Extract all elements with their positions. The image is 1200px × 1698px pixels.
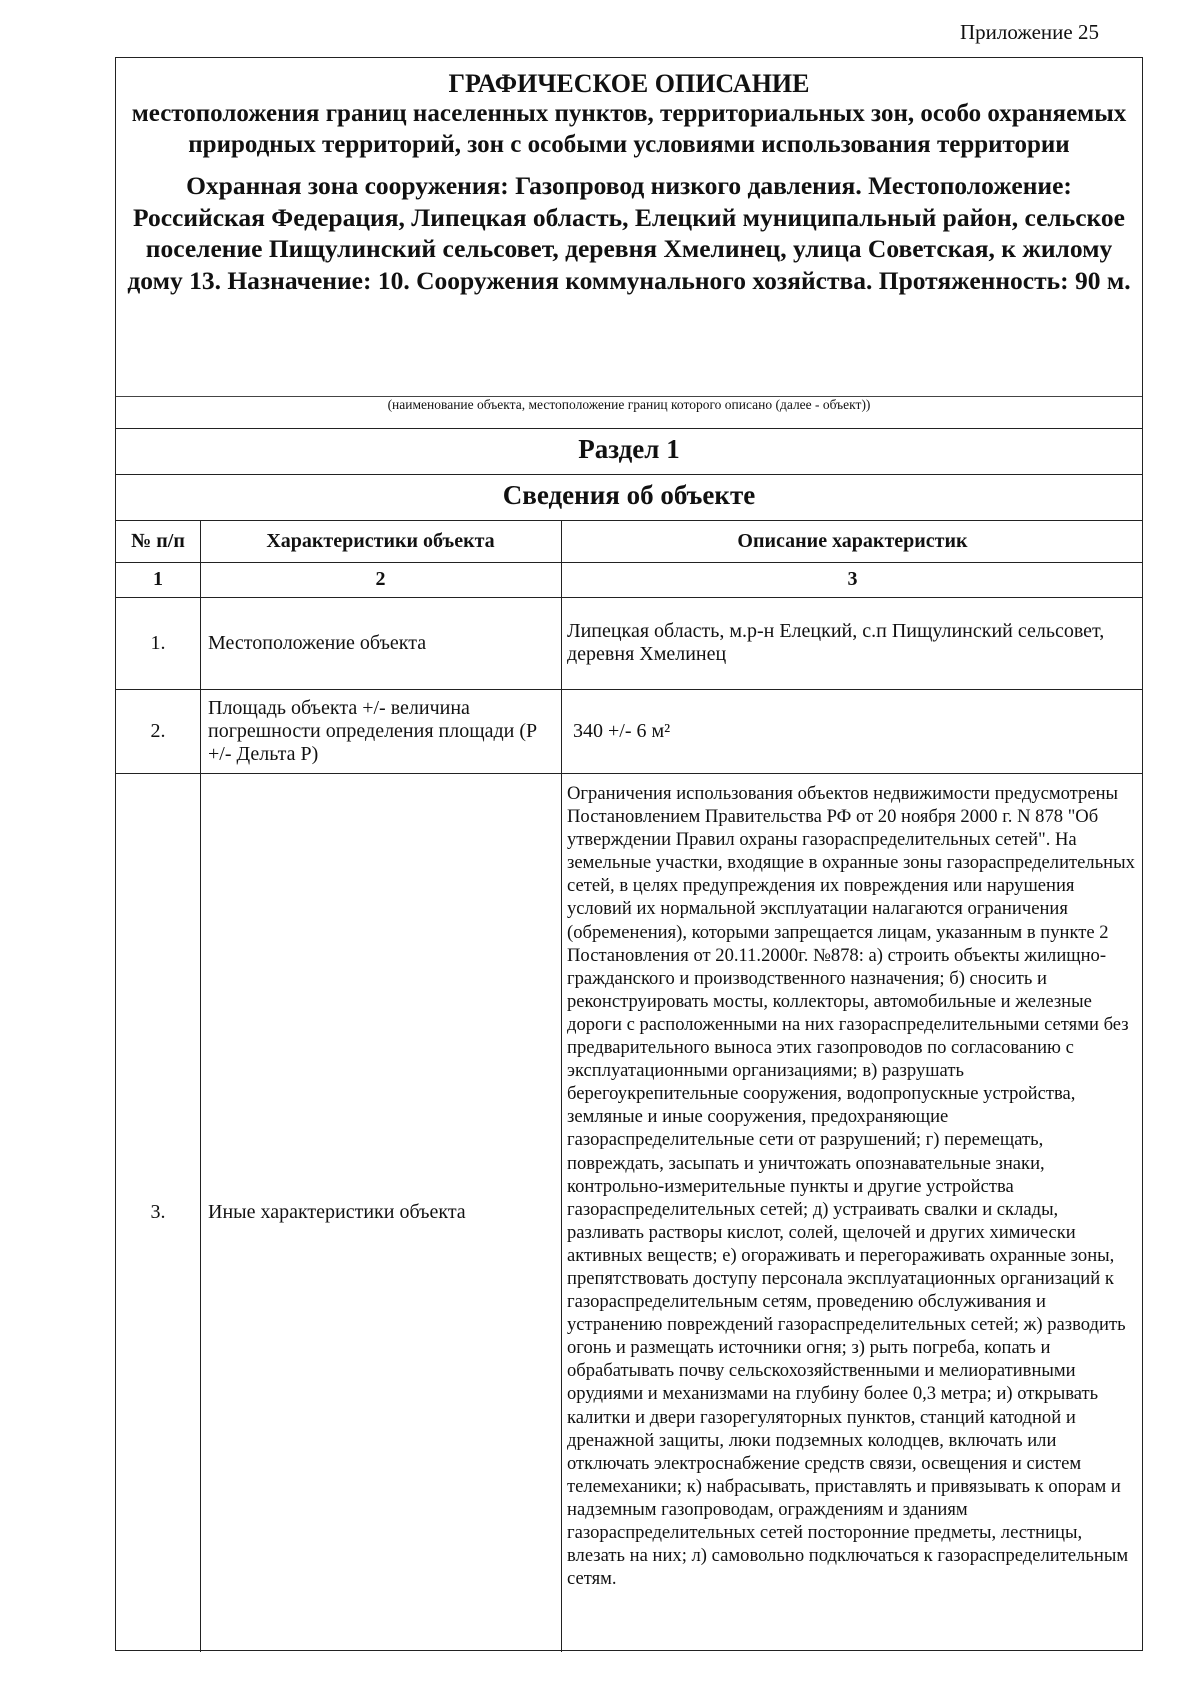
row-characteristic: Площадь объекта +/- величина погрешности определения площади (Р +/- Дельта Р) — [208, 696, 538, 765]
row-characteristic: Местоположение объекта — [208, 631, 427, 654]
appendix-label: Приложение 25 — [960, 20, 1099, 44]
section-title: Раздел 1 — [578, 434, 680, 464]
header-cell-num: № п/п — [131, 529, 185, 552]
document-frame — [115, 57, 1143, 1651]
divider — [116, 428, 1142, 429]
description-caption: (наименование объекта, местоположение границ которого описано (далее - объект)) — [387, 397, 871, 412]
row-description: Липецкая область, м.р-н Елецкий, с.п Пищулинский сельсовет, деревня Хмелинец — [567, 620, 1105, 665]
document-title: ГРАФИЧЕСКОЕ ОПИСАНИЕ — [448, 69, 810, 98]
column-number-3: 3 — [847, 568, 858, 590]
row-characteristic: Иные характеристики объекта — [208, 1201, 466, 1223]
section-subtitle: Сведения об объекте — [502, 480, 756, 510]
divider — [116, 474, 1142, 475]
row-number: 2. — [150, 719, 166, 742]
column-number-2: 2 — [375, 568, 386, 590]
column-number-1: 1 — [153, 568, 163, 590]
header-cell-characteristic: Характеристики объекта — [266, 529, 495, 552]
row-description: Ограничения использования объектов недвижимости предусмотрены Постановлением Правительства РФ от 20 ноября 2000 г. N 878 "Об утверждении Правил охраны газораспределительных сетей". На земельные участки, входящие в охранные зоны газораспределительных сетей, в целях предупреждения их повреждения или нарушения условий их нормальной эксплуатации налагаются ограничения (обременения), которыми запрещается лицам, указанным в пункте 2 Постановления от 20.11.2000г. №878: а) строить объекты жилищно-гражданского и производственного назначения; б) сносить и реконструировать мосты, коллекторы, автомобильные и железные дороги с расположенными на них газораспределительными сетями без предварительного выноса этих газопроводов по согласованию с эксплуатационными организациями; в) разрушать берегоукрепительные сооружения, водопропускные устройства, земляные и иные сооружения, предохраняющие газораспределительные сети от разрушений; г) перемещать, повреждать, засыпать и уничтожать опознавательные знаки, контрольно-измерительные пункты и другие устройства газораспределительных сетей; д) устраивать свалки и склады, разливать растворы кислот, солей, щелочей и других химически активных веществ; е) огораживать и перегораживать охранные зоны, препятствовать доступу персонала эксплуатационных организаций к газораспределительным сетям, проведению обслуживания и устранению повреждений газораспределительных сетей; ж) разводить огонь и размещать источники огня; з) рыть погреба, копать и обрабатывать почву сельскохозяйственными и мелиоративными орудиями и механизмами на глубину более 0,3 метра; и) открывать калитки и двери газорегуляторных пунктов, станций катодной и дренажной защиты, люки подземных колодцев, включать или отключать электроснабжение средств связи, освещения и систем телемеханики; к) набрасывать, приставлять и привязывать к опорам и надземным газопроводам, ограждениям и зданиям газораспределительных сетей посторонние предметы, лестницы, влезать на них; л) самовольно подключаться к газораспределительным сетям. — [567, 783, 1135, 1590]
object-description: Охранная зона сооружения: Газопровод низкого давления. Местоположение: Российская Федерация, Липецкая область, Елецкий муниципальный район, сельское поселение Пищулинский сельсовет, деревня Хмелинец, улица Советская, к жилому дому 13. Назначение: 10. Сооружения коммунального хозяйства. Протяженность: 90 м. — [127, 171, 1131, 295]
row-description: 340 +/- 6 м² — [573, 719, 671, 742]
header-block — [116, 58, 1142, 396]
row-number: 3. — [150, 1201, 166, 1223]
document-subtitle: местоположения границ населенных пунктов, территориальных зон, особо охраняемых природных территорий, зон с особыми условиями использования территории — [131, 100, 1127, 158]
header-cell-description: Описание характеристик — [737, 529, 968, 552]
row-number: 1. — [150, 631, 166, 654]
